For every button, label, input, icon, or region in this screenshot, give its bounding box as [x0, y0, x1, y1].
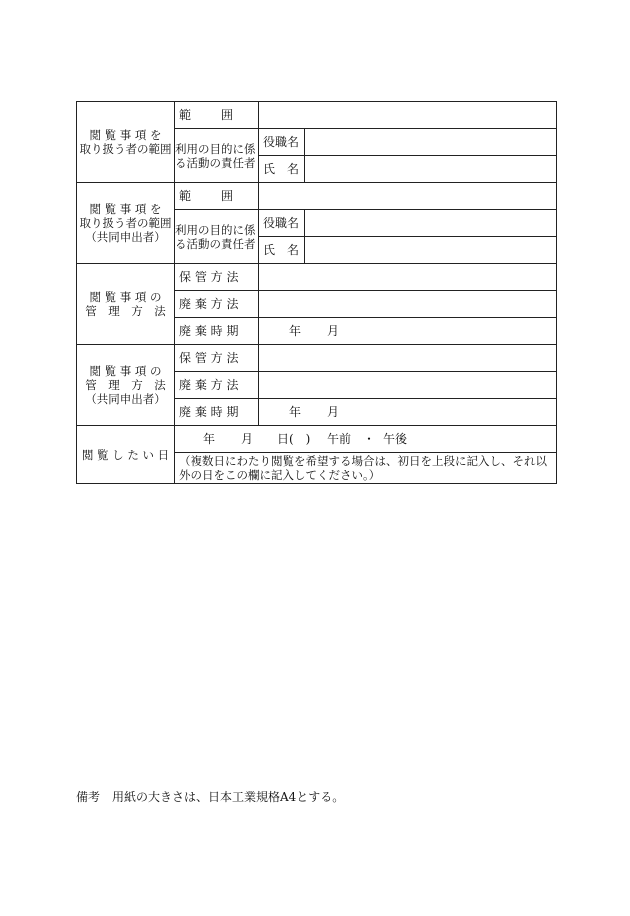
section1-name-field[interactable]	[305, 156, 557, 183]
section5-day-label: 日( )	[277, 432, 311, 446]
section1-range-field[interactable]	[259, 102, 557, 129]
section1-resp-line2: る活動の責任者	[175, 155, 256, 170]
section3-month-label: 月	[327, 324, 340, 338]
section3-disposal-time-field[interactable]	[259, 318, 557, 345]
section3-title-line2: 管 理 方 法	[85, 304, 166, 318]
application-form-table	[76, 101, 557, 484]
section1-resp-line1: 利用の目的に係	[175, 141, 256, 156]
section4-title-line2: 管 理 方 法	[85, 378, 166, 392]
section1-post-label: 役職名	[259, 129, 305, 156]
section4-storage-label: 保 管 方 法	[175, 345, 259, 372]
section1-responsible-label	[175, 129, 259, 183]
section5-title: 閲 覧 し た い 日	[77, 426, 175, 484]
remark-text: 備考 用紙の大きさは、日本工業規格A4とする。	[76, 790, 345, 804]
section2-responsible-label	[175, 210, 259, 264]
section1-name-label: 氏 名	[259, 156, 305, 183]
section4-disposal-time-field[interactable]	[259, 399, 557, 426]
section4-month-label: 月	[327, 405, 340, 419]
section5-year-label: 年	[203, 432, 216, 446]
section1-range-label: 範 囲	[175, 102, 259, 129]
section2-title-line1: 閲 覧 事 項 を	[89, 202, 162, 216]
section4-disposal-method-field[interactable]	[259, 372, 557, 399]
section3-year-label: 年	[289, 324, 302, 338]
section3-disposal-method-field[interactable]	[259, 291, 557, 318]
section1-post-field[interactable]	[305, 129, 557, 156]
section5-month-label: 月	[241, 432, 254, 446]
section4-storage-field[interactable]	[259, 345, 557, 372]
section5-am-label: 午前	[327, 432, 352, 446]
section3-storage-field[interactable]	[259, 264, 557, 291]
section5-dot: ・	[363, 432, 376, 446]
section3-storage-label: 保 管 方 法	[175, 264, 259, 291]
section2-name-label: 氏 名	[259, 237, 305, 264]
section2-post-field[interactable]	[305, 210, 557, 237]
section2-title-line2: 取り扱う者の範囲	[79, 216, 172, 230]
section2-range-label: 範 囲	[175, 183, 259, 210]
section5-date-field[interactable]	[175, 426, 557, 453]
section1-title-line1: 閲 覧 事 項 を	[89, 128, 162, 142]
section3-title	[77, 264, 175, 345]
section4-year-label: 年	[289, 405, 302, 419]
section2-title	[77, 183, 175, 264]
section4-title	[77, 345, 175, 426]
section4-title-line1: 閲 覧 事 項 の	[89, 364, 162, 378]
section5-note: （複数日にわたり閲覧を希望する場合は、初日を上段に記入し、それ以外の日をこの欄に記入してください。）	[175, 453, 557, 484]
section2-resp-line2: る活動の責任者	[175, 236, 256, 251]
section3-title-line1: 閲 覧 事 項 の	[89, 290, 162, 304]
section1-title	[77, 102, 175, 183]
section2-name-field[interactable]	[305, 237, 557, 264]
section4-title-line3: （共同申出者）	[85, 392, 166, 406]
section2-range-field[interactable]	[259, 183, 557, 210]
section5-pm-label: 午後	[383, 432, 408, 446]
section4-disposal-method-label: 廃 棄 方 法	[175, 372, 259, 399]
section2-post-label: 役職名	[259, 210, 305, 237]
section4-disposal-time-label: 廃 棄 時 期	[175, 399, 259, 426]
section3-disposal-method-label: 廃 棄 方 法	[175, 291, 259, 318]
section1-title-line2: 取り扱う者の範囲	[79, 142, 172, 156]
section2-resp-line1: 利用の目的に係	[175, 222, 256, 237]
section3-disposal-time-label: 廃 棄 時 期	[175, 318, 259, 345]
section2-title-line3: （共同申出者）	[85, 230, 166, 244]
